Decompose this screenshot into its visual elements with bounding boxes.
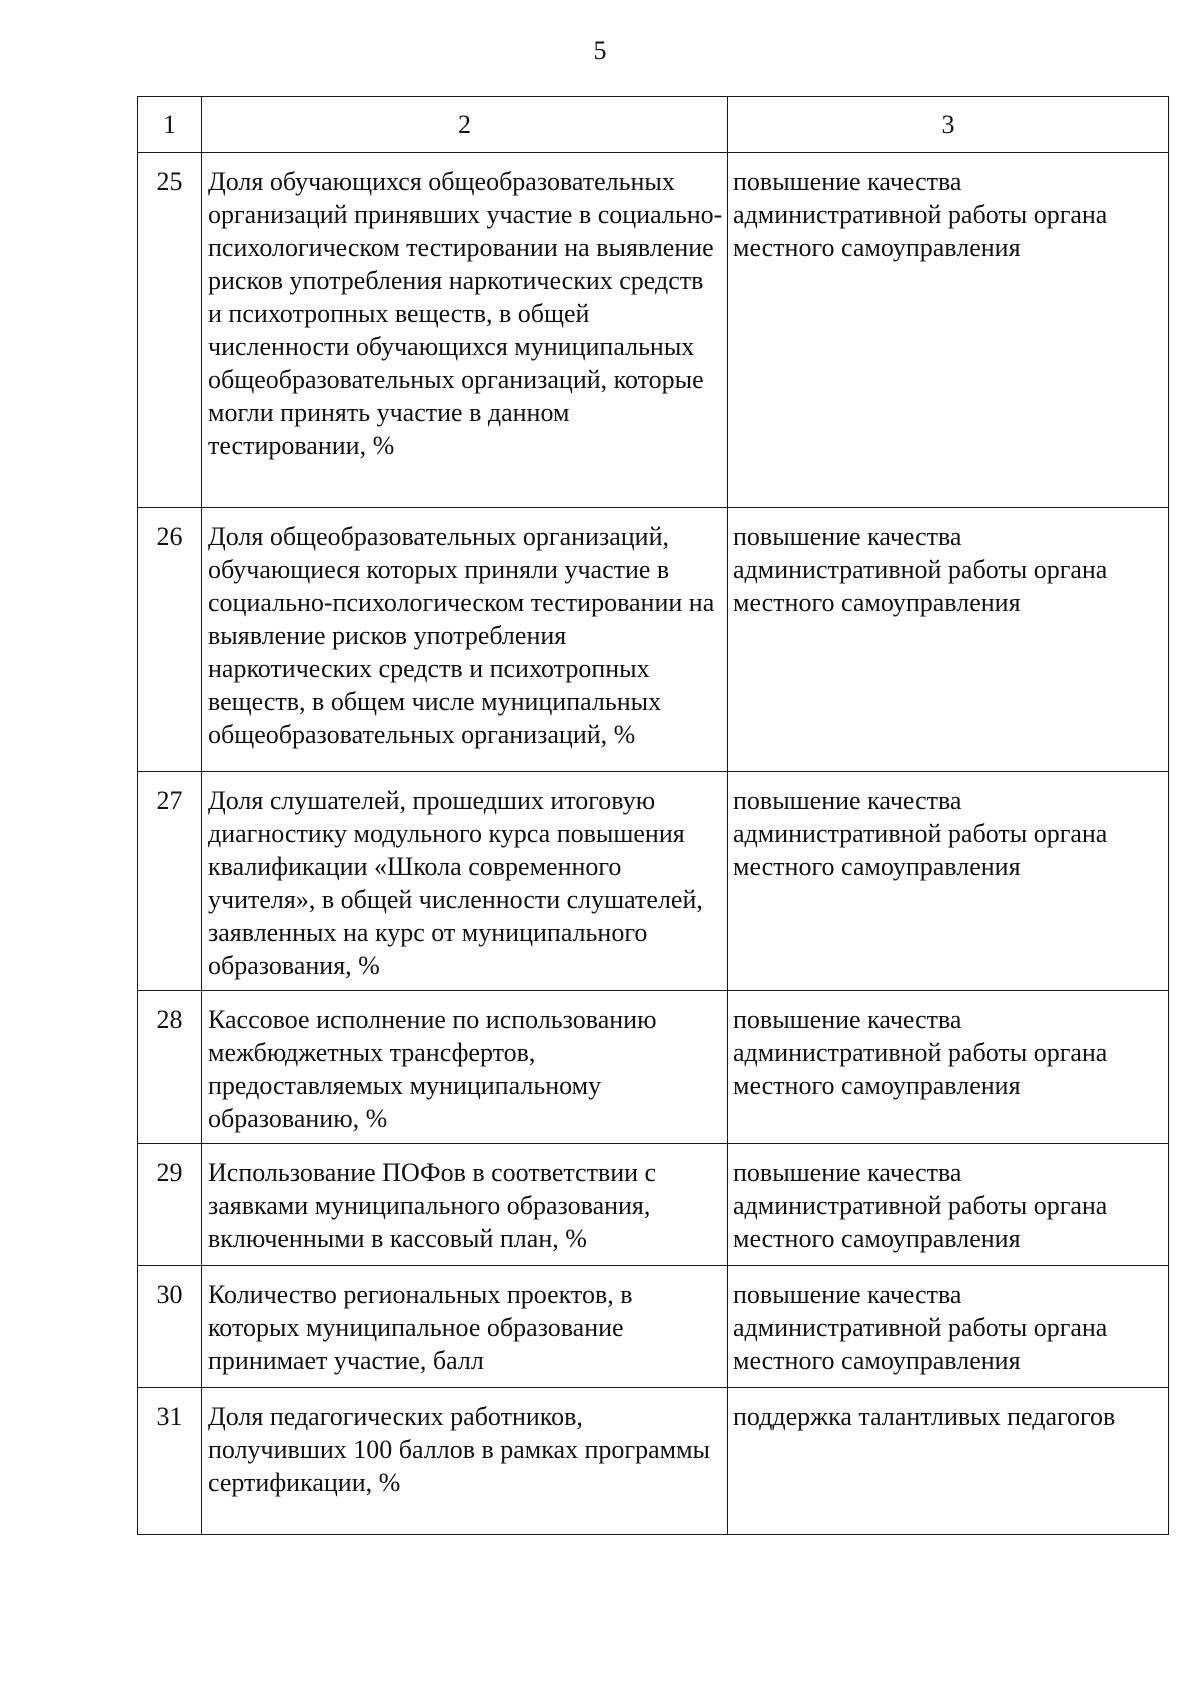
header-row: [138, 97, 1169, 153]
indicator-cell: Доля слушателей, прошедших итоговую диагностику модульного курса повышения квалификации «Школа современного учителя», в общей численности слушателей, заявленных на курс от муниципального образования, %: [202, 772, 728, 991]
row-number: 28: [138, 991, 202, 1144]
table-row: [138, 772, 1169, 991]
row-number: 26: [138, 508, 202, 772]
indicator-cell: Доля педагогических работников, получивших 100 баллов в рамках программы сертификации, %: [202, 1388, 728, 1535]
goal-cell: поддержка талантливых педагогов: [728, 1388, 1169, 1535]
header-cell-2: 2: [202, 97, 728, 153]
indicator-cell: Количество региональных проектов, в которых муниципальное образование принимает участие, балл: [202, 1266, 728, 1388]
table-row: [138, 153, 1169, 508]
table-row: [138, 508, 1169, 772]
row-number: 31: [138, 1388, 202, 1535]
indicator-cell: Использование ПОФов в соответствии с заявками муниципального образования, включенными в кассовый план, %: [202, 1144, 728, 1266]
page-number: 5: [593, 36, 607, 65]
goal-cell: повышение качества административной работы органа местного самоуправления: [728, 1266, 1169, 1388]
goal-cell: повышение качества административной работы органа местного самоуправления: [728, 1144, 1169, 1266]
row-number: 25: [138, 153, 202, 508]
table-body: [138, 153, 1169, 1535]
indicator-cell: Кассовое исполнение по использованию межбюджетных трансфертов, предоставляемых муниципальному образованию, %: [202, 991, 728, 1144]
header-cell-3: 3: [728, 97, 1169, 153]
table-row: [138, 1266, 1169, 1388]
indicator-cell: Доля общеобразовательных организаций, обучающиеся которых приняли участие в социально-психологическом тестировании на выявление рисков употребления наркотических средств и психотропных веществ, в общем числе муниципальных общеобразовательных организаций, %: [202, 508, 728, 772]
goal-cell: повышение качества административной работы органа местного самоуправления: [728, 772, 1169, 991]
indicators-table: [137, 96, 1169, 1535]
table-row: [138, 991, 1169, 1144]
table-header: [138, 97, 1169, 153]
header-cell-1: 1: [138, 97, 202, 153]
goal-cell: повышение качества административной работы органа местного самоуправления: [728, 508, 1169, 772]
row-number: 29: [138, 1144, 202, 1266]
row-number: 27: [138, 772, 202, 991]
table-row: [138, 1144, 1169, 1266]
goal-cell: повышение качества административной работы органа местного самоуправления: [728, 991, 1169, 1144]
row-number: 30: [138, 1266, 202, 1388]
goal-cell: повышение качества административной работы органа местного самоуправления: [728, 153, 1169, 508]
table-row: [138, 1388, 1169, 1535]
indicator-cell: Доля обучающихся общеобразовательных организаций принявших участие в социально-психологическом тестировании на выявление рисков употребления наркотических средств и психотропных веществ, в общей численности обучающихся муниципальных общеобразовательных организаций, которые могли принять участие в данном тестировании, %: [202, 153, 728, 508]
